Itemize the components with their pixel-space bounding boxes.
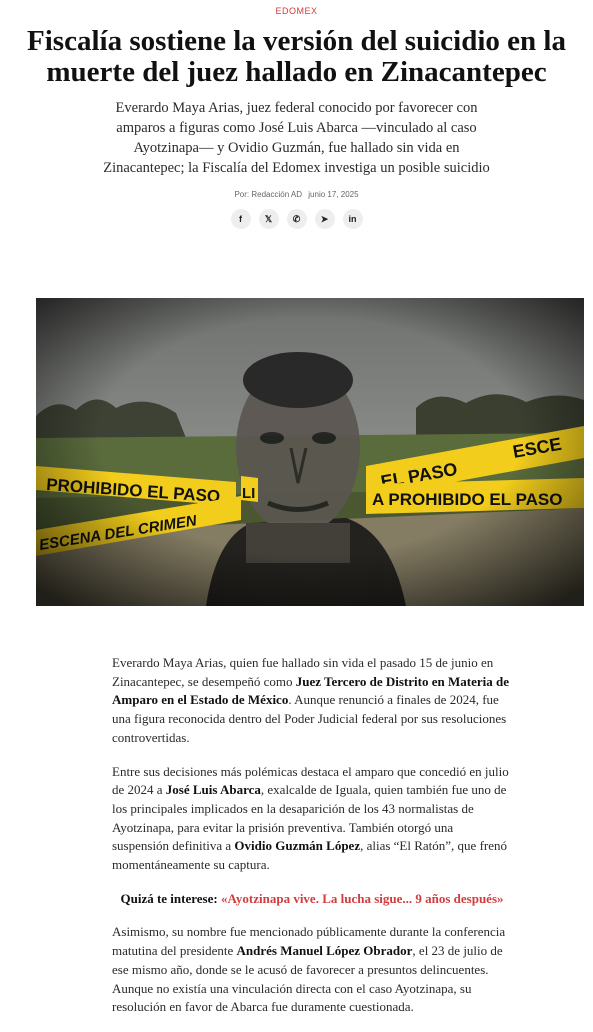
paragraph-1: Everardo Maya Arias, quien fue hallado sin vida el pasado 15 de junio en Zinacantepec, se desempeñó como Juez Tercero de Distrito en Materia de Amparo en el Estado de México. Aunque renunció a finales de 2024, fue una figura reconocida dentro del Poder Judicial federal por sus resoluciones controvertidas. (112, 655, 509, 745)
whatsapp-icon[interactable]: ✆ (287, 209, 307, 229)
publish-date: junio 17, 2025 (308, 190, 359, 199)
headline: Fiscalía sostiene la versión del suicidio en la muerte del juez hallado en Zinacantepec (27, 25, 566, 88)
related-article (112, 890, 512, 909)
related-article-link[interactable]: «Ayotzinapa vive. La lucha sigue... 9 años después» (220, 890, 504, 906)
byline (0, 190, 593, 199)
facebook-icon[interactable]: f (231, 209, 251, 229)
telegram-icon[interactable]: ➤ (315, 209, 335, 229)
paragraph-2: Entre sus decisiones más polémicas destaca el amparo que concedió en julio de 2024 a José Luis Abarca, exalcalde de Iguala, quien también fue uno de los principales implicados en la desaparición de los 43 normalistas de Ayotzinapa, para evitar la prisión preventiva. También otorgó una suspensión definitiva a Ovidio Guzmán López, alias “El Ratón”, que frenó momentáneamente su captura. (112, 763, 509, 873)
related-label: Quizá te interese: (120, 890, 221, 906)
section-label[interactable]: EDOMEX (275, 6, 318, 16)
article-body (112, 654, 512, 1032)
share-bar (0, 209, 593, 229)
author[interactable]: Por: Redacción AD (234, 190, 303, 199)
paragraph-3: Asimismo, su nombre fue mencionado públicamente durante la conferencia matutina del presidente Andrés Manuel López Obrador, el 23 de julio de ese mismo año, donde se le acusó de favorecer a presuntos delincuentes. Aunque no existía una vinculación directa con el caso Ayotzinapa, su resolución en favor de Abarca fue duramente cuestionada. (112, 924, 506, 1015)
article-summary: Everardo Maya Arias, juez federal conocido por favorecer con amparos a figuras como José Luis Abarca —vinculado al caso Ayotzinapa— y Ovidio Guzmán, fue hallado sin vida en Zinacantepec; la Fiscalía del Edomex investiga un posible suicidio (103, 100, 490, 176)
x-twitter-icon[interactable]: 𝕏 (259, 209, 279, 229)
hero-image (36, 298, 584, 606)
linkedin-icon[interactable]: in (343, 209, 363, 229)
